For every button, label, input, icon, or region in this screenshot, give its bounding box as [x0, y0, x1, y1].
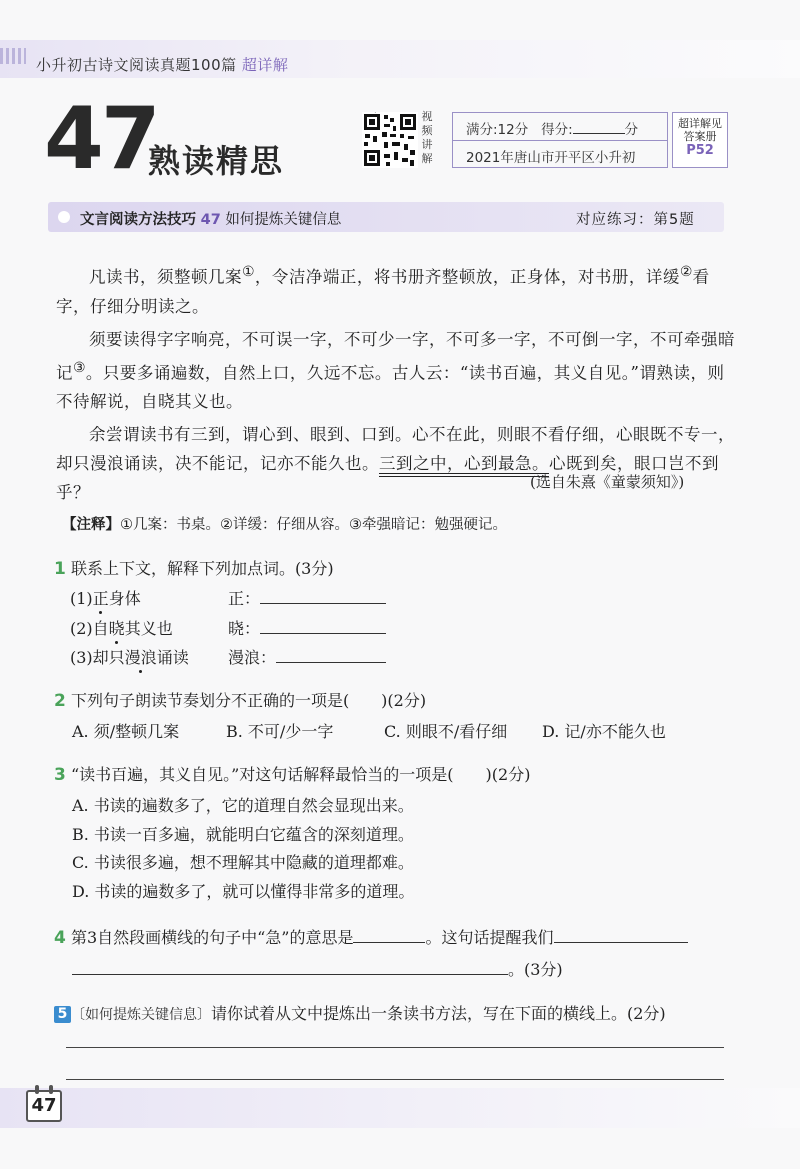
qr-label: 视 频 讲 解 — [421, 110, 433, 165]
q1-item: (2)自晓其义也 — [70, 616, 173, 639]
question-1: 1 联系上下文，解释下列加点词。(3分) — [54, 559, 334, 579]
q1-item: (3)却只漫浪诵读 — [70, 645, 189, 668]
answer-blank[interactable] — [72, 959, 508, 975]
passage-paragraph: 凡读书，须整顿几案①，令洁净端正，将书册齐整顿放，正身体，对书册，详缓②看字，仔细分明读之。 — [56, 264, 710, 316]
notes: 【注释】①几案：书桌。②详缓：仔细从容。③牵强暗记：勉强硬记。 — [62, 517, 507, 533]
passage — [56, 258, 736, 507]
q1-answer: 漫浪： — [228, 645, 386, 668]
method-practice: 对应练习：第5题 — [576, 212, 695, 228]
answer-line[interactable] — [66, 1047, 724, 1048]
question-4: 4 第3自然段画横线的句子中“急”的意思是 。这句话提醒我们 — [54, 925, 688, 948]
page-number: 47 — [26, 1090, 62, 1122]
answer-blank[interactable] — [276, 647, 386, 663]
question-4-continued: 。(3分) — [72, 957, 563, 980]
lesson-number: 47 — [44, 89, 158, 189]
answer-page: P52 — [686, 143, 714, 158]
question-2: 2 下列句子朗读节奏划分不正确的一项是( )(2分) — [54, 691, 427, 711]
underlined-sentence: 三到之中，心到最急。 — [379, 454, 549, 473]
passage-paragraph: 余尝谓读书有三到，谓心到、眼到、口到。心不在此，则眼不看仔细，心眼既不专一，却只漫浪诵读，决不能记，记亦不能久也。三到之中，心到最急。心既到矣，眼口岂不到乎？ — [56, 425, 735, 502]
score-row: 满分:12分 得分: 分 — [466, 122, 639, 138]
score-blank[interactable] — [573, 120, 625, 134]
q1-answer: 晓： — [228, 616, 386, 639]
method-title: 文言阅读方法技巧 47 如何提炼关键信息 — [80, 212, 342, 228]
lesson-title: 熟读精思 — [148, 142, 285, 180]
bullet-dot-icon — [58, 211, 70, 223]
option-d[interactable]: D. 书读的遍数多了，就可以懂得非常多的道理。 — [72, 882, 415, 901]
question-5: 5 〔如何提炼关键信息〕请你试着从文中提炼出一条读书方法，写在下面的横线上。(2分) — [54, 1001, 666, 1024]
answer-reference: 超详解见 答案册 P52 — [672, 112, 728, 168]
series-title: 小升初古诗文阅读真题100篇 超详解 — [36, 56, 289, 74]
option-c[interactable]: C. 书读很多遍，想不理解其中隐藏的道理都难。 — [72, 853, 414, 872]
answer-blank[interactable] — [353, 927, 425, 943]
exam-source: 2021年唐山市开平区小升初 — [466, 150, 636, 166]
passage-source: (选自朱熹《童蒙须知》) — [530, 473, 685, 491]
passage-paragraph: 须要读得字字响亮，不可误一字，不可少一字，不可多一字，不可倒一字，不可牵强暗记③。只要多诵遍数，自然上口，久远不忘。古人云：“读书百遍，其义自见。”谓熟读，则不待解说，自晓其义也。 — [56, 329, 735, 411]
score-divider — [452, 140, 668, 141]
qr-code-icon[interactable] — [362, 112, 418, 168]
option-d[interactable]: D. 记/亦不能久也 — [542, 722, 666, 741]
q1-answer: 正： — [228, 586, 386, 609]
answer-blank[interactable] — [260, 588, 386, 604]
option-b[interactable]: B. 书读一百多遍，就能明白它蕴含的深刻道理。 — [72, 825, 414, 844]
question-3: 3 “读书百遍，其义自见。”对这句话解释最恰当的一项是( )(2分) — [54, 765, 531, 785]
answer-blank[interactable] — [260, 618, 386, 634]
answer-blank[interactable] — [554, 927, 688, 943]
answer-line[interactable] — [66, 1079, 724, 1080]
option-b[interactable]: B. 不可/少一字 — [226, 722, 334, 741]
footer-band — [0, 1088, 800, 1128]
option-c[interactable]: C. 则眼不/看仔细 — [384, 722, 508, 741]
option-a[interactable]: A. 书读的遍数多了，它的道理自然会显现出来。 — [72, 796, 414, 815]
option-a[interactable]: A. 须/整顿几案 — [72, 722, 180, 741]
q1-item: (1)正身体 — [70, 586, 141, 609]
